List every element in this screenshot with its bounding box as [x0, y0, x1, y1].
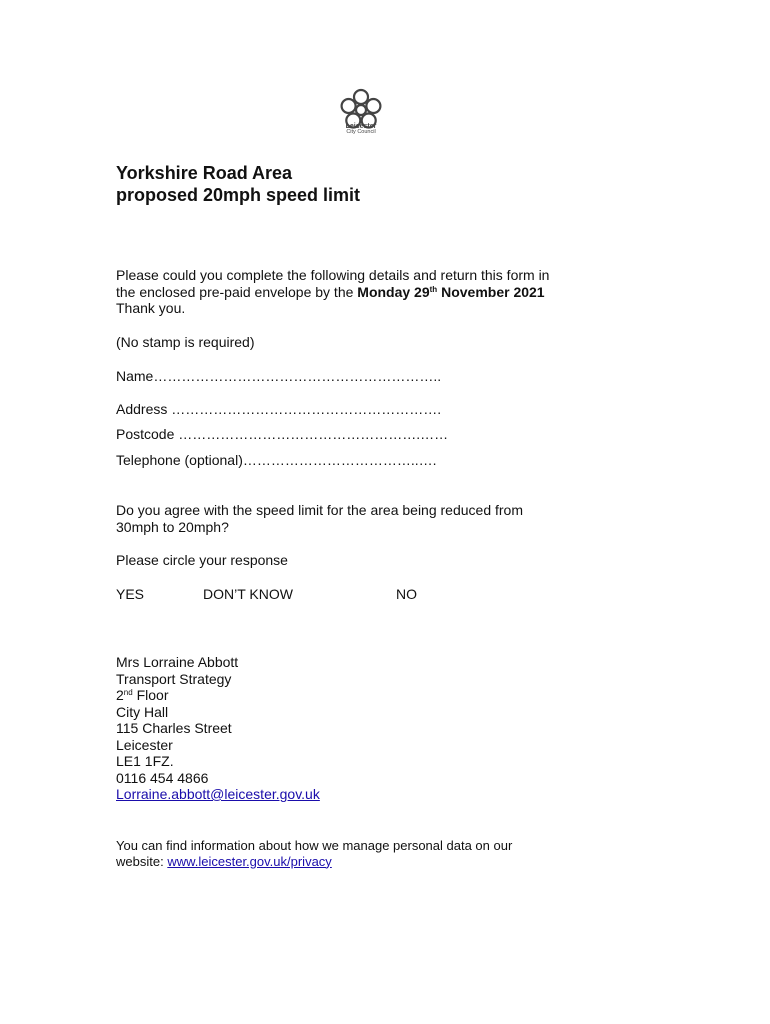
intro-line2-prefix: the enclosed pre-paid envelope by the: [116, 283, 358, 300]
privacy-link[interactable]: www.leicester.gov.uk/privacy: [167, 853, 332, 869]
deadline-day: Monday 29: [357, 283, 430, 300]
contact-phone: 0116 454 4866: [116, 769, 209, 786]
question-line1: Do you agree with the speed limit for the area being reduced from: [116, 502, 524, 518]
privacy-line2: [116, 854, 512, 870]
logo-name-line2: City Council: [346, 129, 376, 135]
intro-line3: Thank you.: [116, 300, 186, 316]
page-title: [116, 162, 360, 206]
option-yes[interactable]: YES: [116, 586, 145, 602]
question: [116, 502, 523, 535]
title-line1: Yorkshire Road Area: [116, 163, 293, 183]
logo-text: [329, 123, 393, 136]
privacy-note: [116, 838, 512, 869]
contact-email-link[interactable]: Lorraine.abbott@leicester.gov.uk: [116, 786, 320, 802]
deadline-date: [357, 284, 544, 300]
privacy-line1: You can find information about how we manage personal data on our: [116, 838, 513, 853]
option-dont-know[interactable]: DON’T KNOW: [203, 586, 293, 602]
floor-num: 2: [116, 687, 124, 703]
floor-word: Floor: [132, 687, 169, 703]
option-no[interactable]: NO: [396, 586, 417, 602]
contact-floor: [116, 687, 320, 704]
intro-line1: Please could you complete the following details and return this form in: [116, 267, 550, 283]
postcode-field[interactable]: Postcode …………………………………………….……: [116, 426, 449, 442]
contact-street: 115 Charles Street: [116, 720, 232, 736]
contact-postcode: LE1 1FZ.: [116, 753, 174, 769]
deadline-day-suffix: th: [429, 284, 438, 294]
contact-address: [116, 654, 320, 803]
contact-department: Transport Strategy: [116, 670, 232, 687]
stamp-note: (No stamp is required): [116, 334, 255, 350]
deadline-rest: November 2021: [437, 283, 545, 300]
intro-paragraph: [116, 267, 549, 317]
floor-suffix: nd: [123, 688, 133, 697]
name-field[interactable]: Name……………………………………………………..: [116, 368, 442, 384]
title-line2: proposed 20mph speed limit: [116, 185, 361, 205]
contact-building: City Hall: [116, 703, 169, 720]
question-line2: 30mph to 20mph?: [116, 518, 229, 535]
address-field[interactable]: Address ………………………………………………….: [116, 401, 442, 417]
response-instruction: Please circle your response: [116, 552, 288, 568]
logo-name-line1: Leicester: [345, 123, 377, 130]
contact-name: Mrs Lorraine Abbott: [116, 654, 239, 670]
contact-city: Leicester: [116, 736, 173, 753]
privacy-prefix: website:: [116, 853, 168, 869]
intro-line2: [116, 284, 549, 301]
telephone-field[interactable]: Telephone (optional)………………………………..….: [116, 452, 437, 468]
